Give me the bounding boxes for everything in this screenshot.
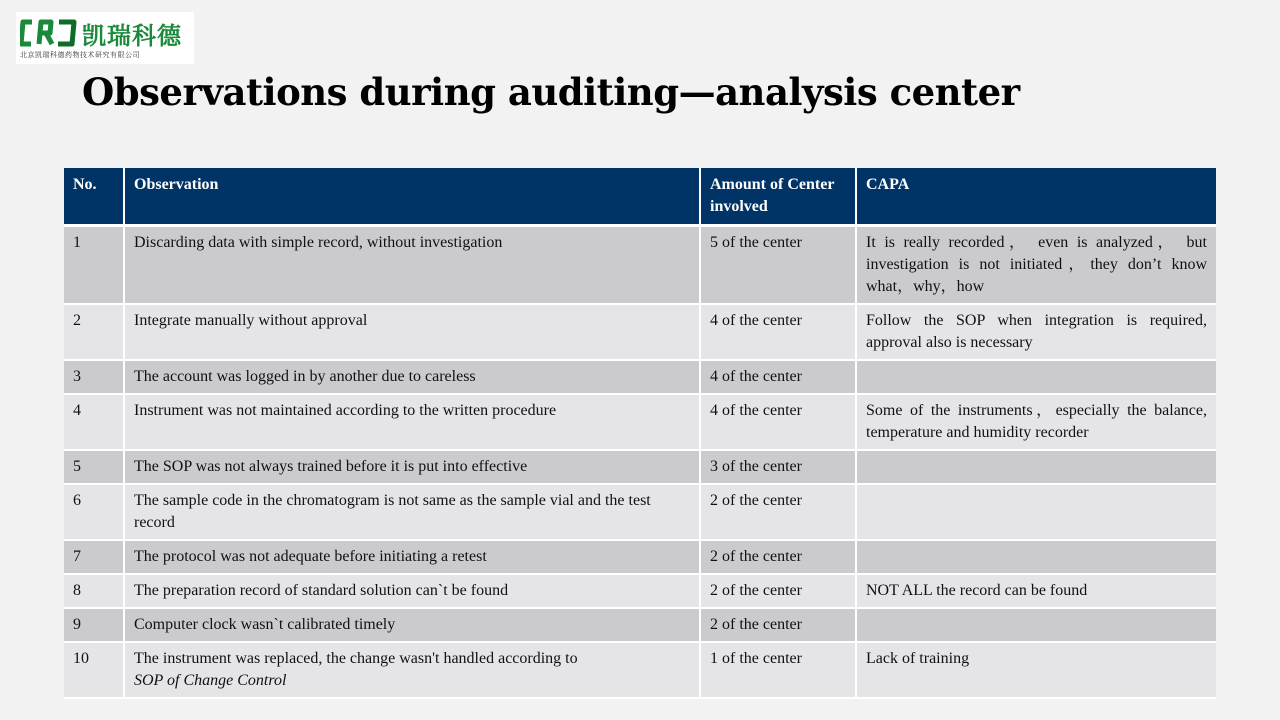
cell-observation: Computer clock wasn`t calibrated timely [124, 608, 700, 642]
cell-amount: 4 of the center [700, 394, 856, 450]
cell-observation: The preparation record of standard solution can`t be found [124, 574, 700, 608]
company-logo [16, 12, 194, 64]
cell-observation: Instrument was not maintained according to the written procedure [124, 394, 700, 450]
cell-capa [856, 484, 1216, 540]
cell-no: 2 [64, 304, 124, 360]
cell-amount: 4 of the center [700, 360, 856, 394]
cell-no: 4 [64, 394, 124, 450]
observation-text: The instrument was replaced, the change wasn't handled according to [134, 650, 578, 667]
header-no: No. [64, 168, 124, 226]
header-amount: Amount of Center involved [700, 168, 856, 226]
observations-table [64, 168, 1216, 699]
cell-no: 8 [64, 574, 124, 608]
table-row [64, 450, 1216, 484]
cell-amount: 5 of the center [700, 226, 856, 305]
cell-capa: Lack of training [856, 642, 1216, 698]
cell-observation: The SOP was not always trained before it is put into effective [124, 450, 700, 484]
cell-observation: The sample code in the chromatogram is not same as the sample vial and the test record [124, 484, 700, 540]
cell-capa [856, 450, 1216, 484]
cell-capa: It is really recorded， even is analyzed， but investigation is not initiated，they don’t know what，why，how [856, 226, 1216, 305]
cell-observation: Discarding data with simple record, without investigation [124, 226, 700, 305]
table-header-row [64, 168, 1216, 226]
cell-capa [856, 608, 1216, 642]
cell-observation [124, 642, 700, 698]
cell-amount: 4 of the center [700, 304, 856, 360]
cell-capa [856, 360, 1216, 394]
cell-observation: The protocol was not adequate before initiating a retest [124, 540, 700, 574]
cell-capa [856, 540, 1216, 574]
table-row [64, 642, 1216, 698]
table-row [64, 394, 1216, 450]
table-row [64, 608, 1216, 642]
cell-capa: NOT ALL the record can be found [856, 574, 1216, 608]
cell-no: 1 [64, 226, 124, 305]
table-row [64, 304, 1216, 360]
logo-company-subtitle: 北京凯瑞科德药物技术研究有限公司 [20, 51, 140, 59]
cell-observation: The account was logged in by another due to careless [124, 360, 700, 394]
cell-amount: 1 of the center [700, 642, 856, 698]
header-observation: Observation [124, 168, 700, 226]
cell-amount: 2 of the center [700, 540, 856, 574]
cell-capa: Follow the SOP when integration is required, approval also is necessary [856, 304, 1216, 360]
table-row [64, 574, 1216, 608]
cell-amount: 2 of the center [700, 484, 856, 540]
logo-chinese-name: 凯瑞科德 [82, 22, 182, 50]
observation-italic-text: SOP of Change Control [134, 672, 287, 689]
cell-observation: Integrate manually without approval [124, 304, 700, 360]
crd-logo-mark [20, 19, 78, 47]
cell-amount: 2 of the center [700, 608, 856, 642]
cell-amount: 3 of the center [700, 450, 856, 484]
header-capa: CAPA [856, 168, 1216, 226]
cell-capa: Some of the instruments，especially the balance, temperature and humidity recorder [856, 394, 1216, 450]
cell-no: 10 [64, 642, 124, 698]
table-row [64, 360, 1216, 394]
table-row [64, 226, 1216, 305]
table-row [64, 484, 1216, 540]
cell-no: 3 [64, 360, 124, 394]
cell-amount: 2 of the center [700, 574, 856, 608]
table-row [64, 540, 1216, 574]
cell-no: 7 [64, 540, 124, 574]
cell-no: 6 [64, 484, 124, 540]
cell-no: 5 [64, 450, 124, 484]
page-title: Observations during auditing—analysis center [82, 70, 1020, 114]
logo-mark-text: CRD [49, 37, 52, 38]
cell-no: 9 [64, 608, 124, 642]
